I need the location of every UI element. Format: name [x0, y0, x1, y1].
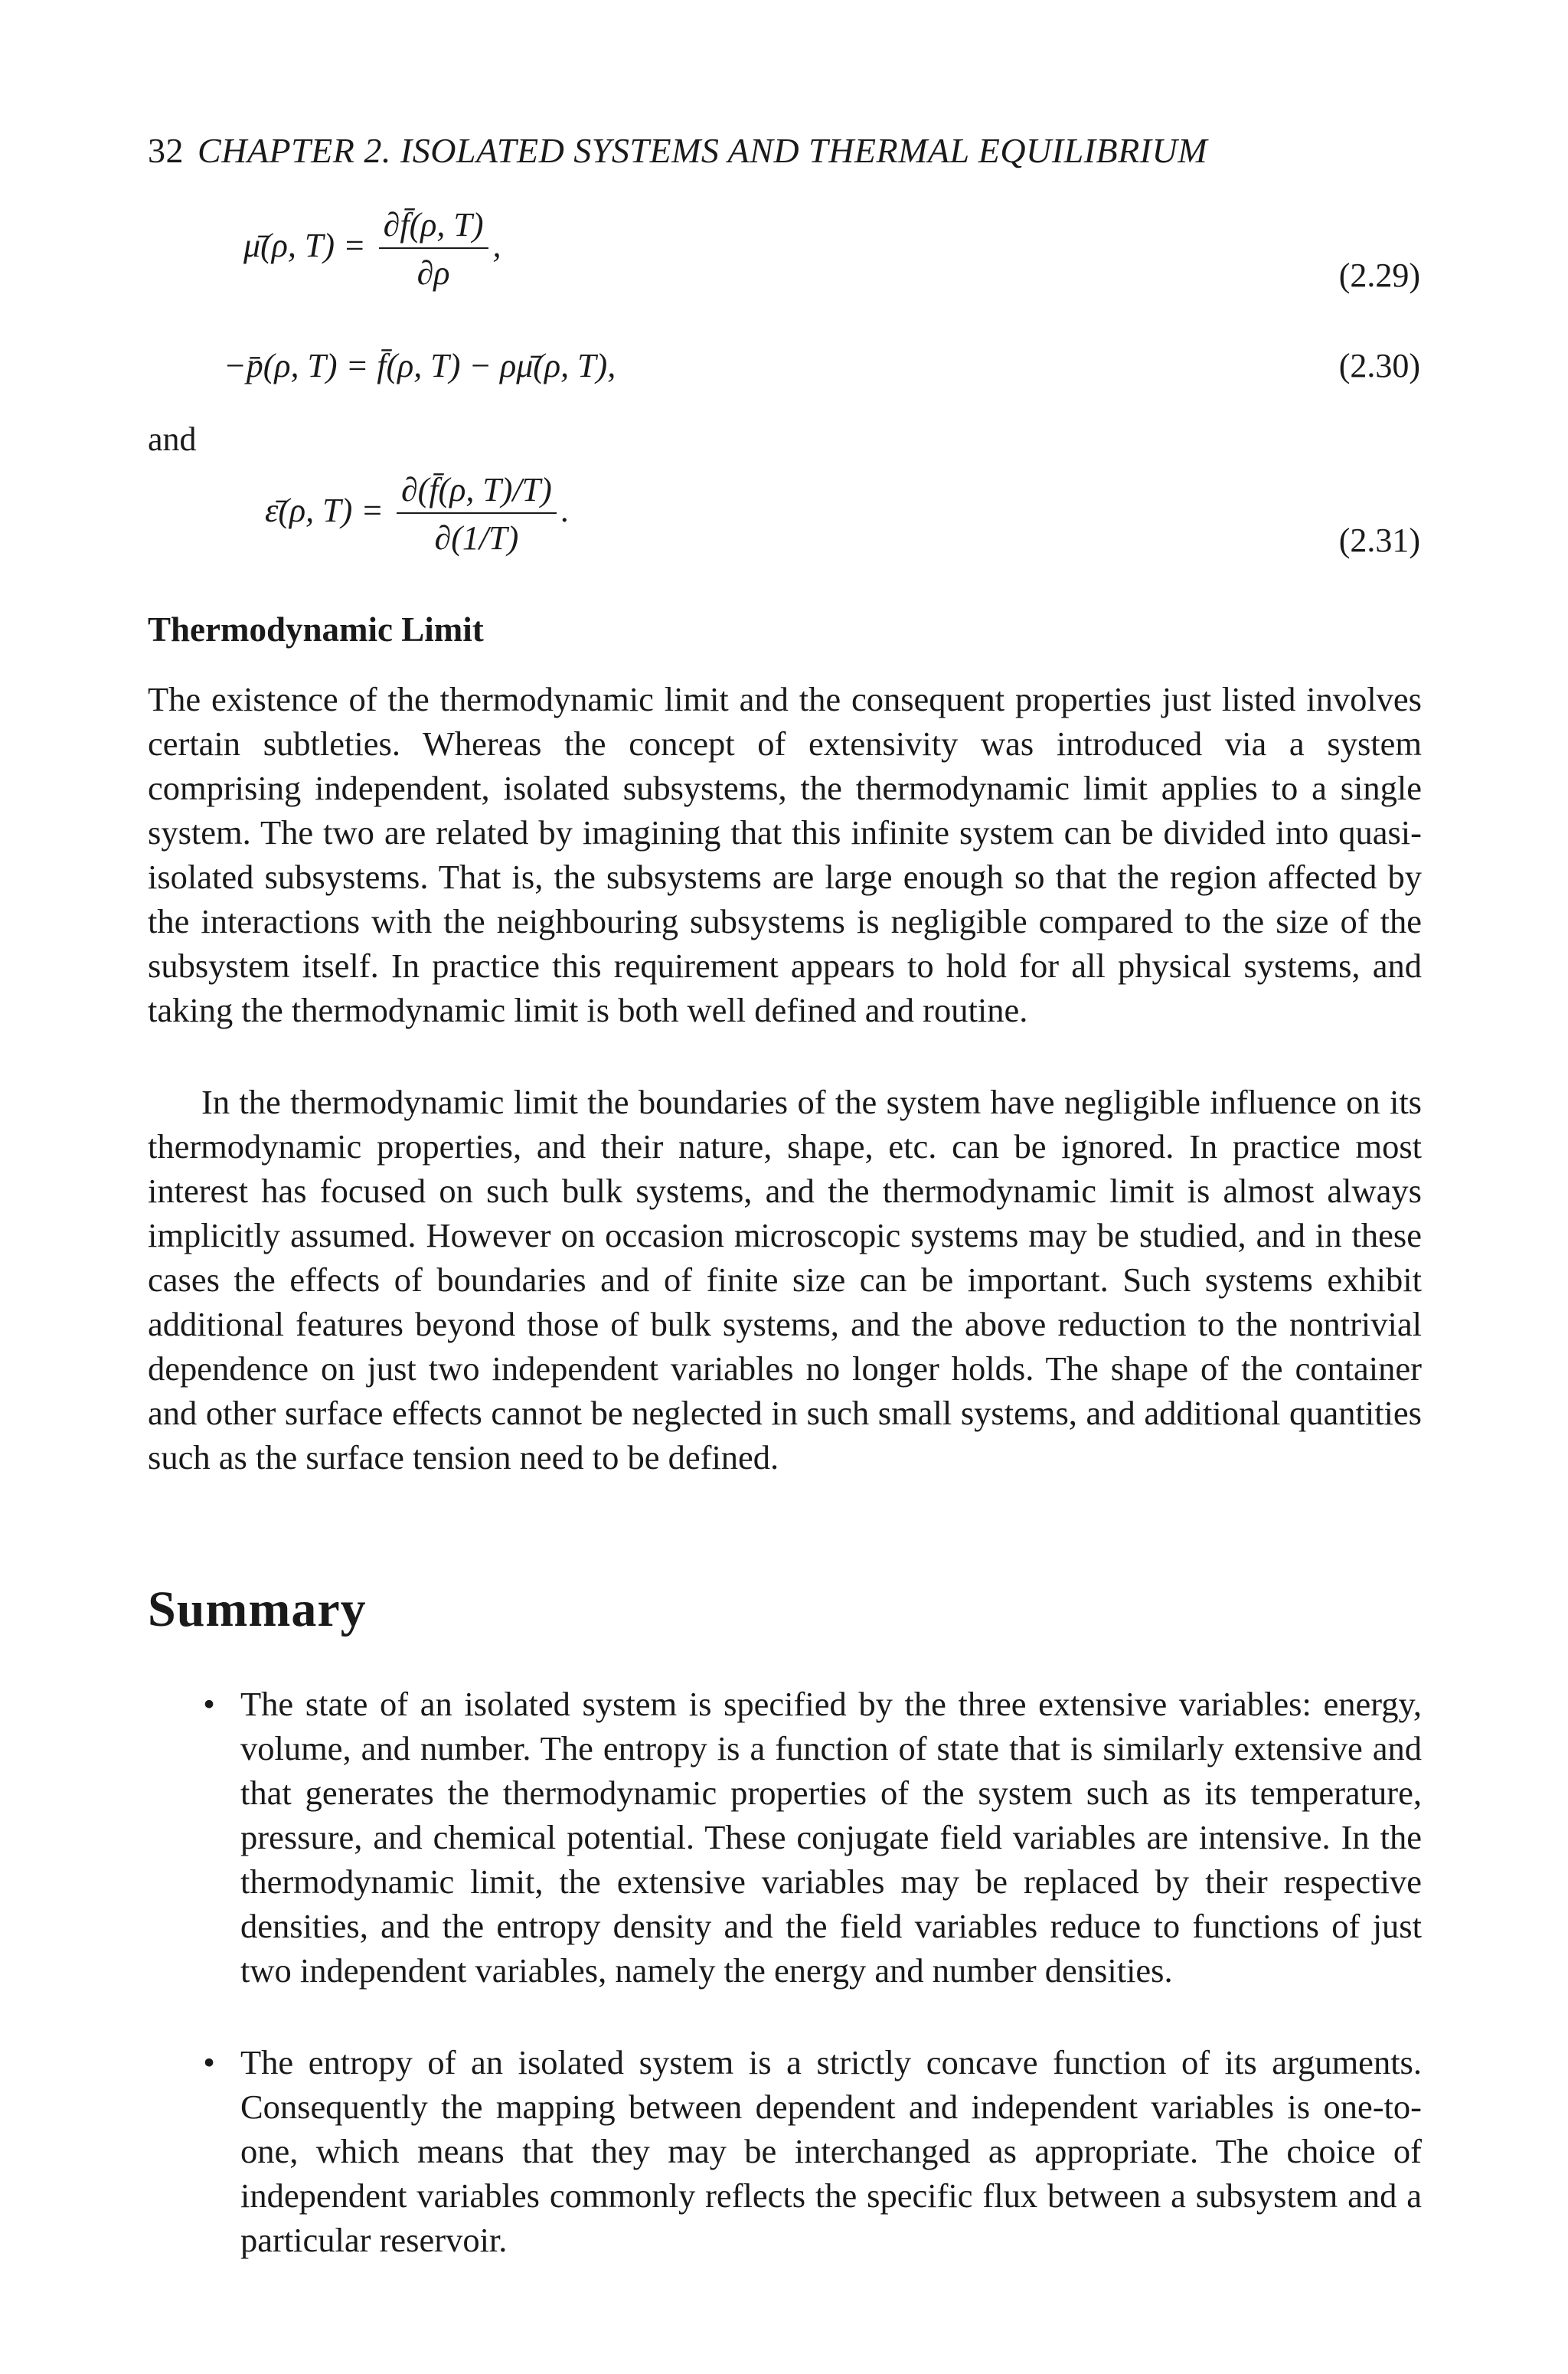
- summary-heading: Summary: [148, 1581, 367, 1637]
- equation-number: (2.29): [1338, 257, 1420, 294]
- page-number: 32: [148, 131, 184, 170]
- equation-fraction: [379, 205, 488, 293]
- fraction-numerator: ∂f̄(ρ, T): [379, 205, 488, 249]
- body-paragraph: The existence of the thermodynamic limit and the consequent properties just listed involves certain subtleties. Whereas the concept of extensivity was introduced via a system comprising independent, isolated subsystems, the thermodynamic limit applies to a single system. The two are related by imagining that this infinite system can be divided into quasi-isolated subsystems. That is, the subsystems are large enough so that the region affected by the interactions with the neighbouring subsystems is negligible compared to the size of the subsystem itself. In practice this requirement appears to hold for all physical systems, and taking the thermodynamic limit is both well defined and routine.: [148, 680, 1422, 1029]
- equation-lhs: ε̄(ρ, T) =: [265, 492, 384, 530]
- fraction-denominator: ∂ρ: [416, 254, 450, 292]
- bullet-icon: •: [203, 2043, 215, 2081]
- section-title: Thermodynamic Limit: [148, 610, 484, 649]
- body-paragraph: In the thermodynamic limit the boundaries of the system have negligible influence on its thermodynamic properties, and their nature, shape, etc. can be ignored. In practice most interest has focused on such bulk systems, and the thermodynamic limit is almost always implicitly assumed. However on occasion microscopic systems may be studied, and in these cases the effects of boundaries and of finite size can be important. Such systems exhibit additional features beyond those of bulk systems, and the above reduction to the nontrivial dependence on just two independent variables no longer holds. The shape of the container and other surface effects cannot be neglected in such small systems, and additional quantities such as the surface tension need to be defined.: [148, 1083, 1422, 1476]
- equation-2-29: [243, 205, 501, 293]
- connector-word: and: [148, 420, 197, 458]
- summary-bullet: [198, 1682, 1422, 1993]
- equation-tail: .: [560, 492, 570, 530]
- summary-bullet: [198, 2040, 1422, 2262]
- fraction-numerator: ∂(f̄(ρ, T)/T): [397, 470, 557, 514]
- equation-2-30: −p̄(ρ, T) = f̄(ρ, T) − ρμ̄(ρ, T),: [224, 347, 616, 384]
- bullet-text: The state of an isolated system is specified by the three extensive variables: energy, volume, and number. The entropy is a function of state that is similarly extensive and that generates the thermodynamic properties of the system such as its temperature, pressure, and chemical potential. These conjugate field variables are intensive. In the thermodynamic limit, the extensive variables may be replaced by their respective densities, and the entropy density and the field variables reduce to functions of just two independent variables, namely the energy and number densities.: [240, 1685, 1422, 1990]
- page-header: [148, 130, 1207, 171]
- bullet-icon: •: [203, 1685, 215, 1723]
- equation-number: (2.31): [1338, 522, 1420, 559]
- equation-fraction: [397, 470, 557, 558]
- bullet-text: The entropy of an isolated system is a strictly concave function of its arguments. Consequently the mapping between dependent and independent variables is one-to-one, which means that they may be interchanged as appropriate. The choice of independent variables commonly reflects the specific flux between a subsystem and a particular reservoir.: [240, 2043, 1422, 2259]
- equation-number: (2.30): [1338, 347, 1420, 384]
- fraction-denominator: ∂(1/T): [434, 519, 519, 557]
- chapter-title: CHAPTER 2. ISOLATED SYSTEMS AND THERMAL EQUILIBRIUM: [198, 131, 1208, 170]
- equation-2-31: [265, 470, 570, 558]
- equation-tail: ,: [492, 227, 501, 265]
- equation-lhs: μ̄(ρ, T) =: [243, 227, 366, 265]
